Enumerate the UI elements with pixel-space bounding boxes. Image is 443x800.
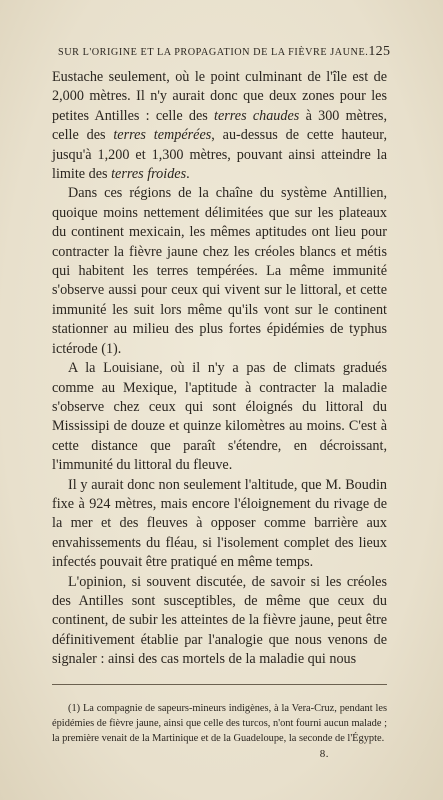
italic-term-terres-froides: terres froides	[111, 166, 187, 183]
footnote: (1) La compagnie de sapeurs-mineurs indigènes, à la Vera-Cruz, pendant les épidémies de fièvre jaune, ainsi que celle des turcos, n'ont fourni aucun malade ; la première venait de la Martinique et de la Guadeloupe, la seconde de l'Égypte.	[52, 702, 387, 744]
paragraph-opinion: L'opinion, si souvent discutée, de savoir si les créoles des Antilles sont susceptibles, de même que ceux du continent, de subir les atteintes de la fièvre jaune, peut être définitivement établie par l'analogie que nous venons de signaler : ainsi des cas mortels de la maladie qui nous	[52, 573, 387, 668]
footnote-divider	[52, 684, 387, 685]
paragraph-continuation	[52, 68, 387, 184]
running-head	[52, 44, 391, 66]
paragraph-text: Eustache seulement, où le point culminant de l'île est de 2,000 mètres. Il n'y aurait donc que deux zones pour les petites Antilles : celle des	[52, 69, 387, 124]
paragraph-text: , au-dessus de cette hauteur, jusqu'à 1,200 et 1,300 mètres, pouvant ainsi atteindre la limite des	[52, 127, 387, 183]
signature-mark: 8.	[319, 748, 329, 761]
paragraph-text: à 300 mètres, celle des	[52, 107, 387, 144]
running-title: SUR L'ORIGINE ET LA PROPAGATION DE LA FIÈVRE JAUNE.	[58, 47, 369, 58]
body-text	[52, 68, 387, 670]
italic-term-terres-temperees: terres tempérées	[113, 127, 212, 144]
paragraph-antilles: Dans ces régions de la chaîne du système Antillien, quoique moins nettement délimitées que sur les plateaux du continent mexicain, les mêmes aptitudes ont lieu pour contracter la fièvre jaune chez les créoles blancs et métis qui habitent les terres tempérées. La même immunité s'observe aussi pour ceux qui vivent sur le littoral, et cette immunité les suit lors même qu'ils vont sur le continent stationner au milieu des plus fortes épidémies de typhus ictérode (1).	[52, 185, 387, 357]
paragraph-text: .	[186, 166, 190, 183]
paragraph-altitude: Il y aurait donc non seulement l'altitude, que M. Boudin fixe à 924 mètres, mais encore l'éloignement du rivage de la mer et des fleuves à opposer comme barrière aux envahissements du fléau, si l'isolement complet des lieux infectés pouvait être pratiqué en même temps.	[52, 476, 387, 571]
paragraph-louisiane: A la Louisiane, où il n'y a pas de climats gradués comme au Mexique, l'aptitude à contracter la maladie s'observe chez ceux qui sont éloignés du littoral du Mississipi de douze et quinze kilomètres au moins. C'est à cette distance que paraît s'étendre, en décroissant, l'immunité du littoral du fleuve.	[52, 360, 387, 474]
italic-term-terres-chaudes: terres chaudes	[214, 107, 300, 124]
page-number: 125	[368, 44, 391, 59]
